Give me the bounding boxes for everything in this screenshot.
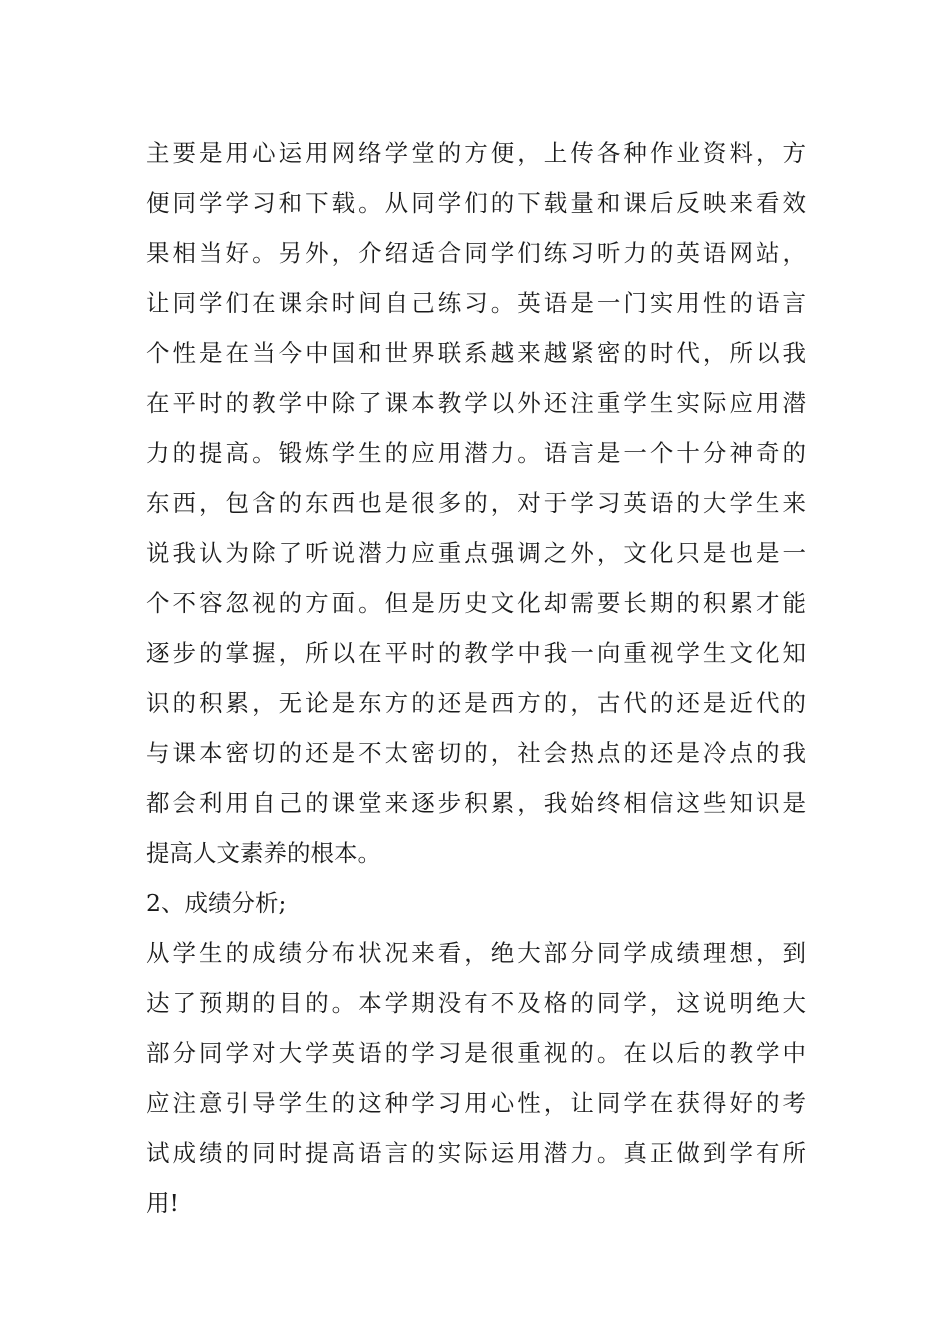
paragraph-1-line-9: 说我认为除了听说潜力应重点强调之外，文化只是也是一 [146, 539, 806, 567]
paragraph-1-line-11: 逐步的掌握，所以在平时的教学中我一向重视学生文化知 [146, 639, 806, 667]
paragraph-1-line-10: 个不容忽视的方面。但是历史文化却需要长期的积累才能 [146, 589, 806, 617]
paragraph-1-line-6: 在平时的教学中除了课本教学以外还注重学生实际应用潜 [146, 389, 806, 417]
paragraph-1-line-3: 果相当好。另外，介绍适合同学们练习听力的英语网站， [146, 239, 806, 267]
document-body [146, 128, 806, 1228]
paragraph-1-line-1: 主要是用心运用网络学堂的方便，上传各种作业资料，方 [146, 139, 806, 167]
paragraph-1-line-7: 力的提高。锻炼学生的应用潜力。语言是一个十分神奇的 [146, 439, 806, 467]
paragraph-3-line-5: 试成绩的同时提高语言的实际运用潜力。真正做到学有所 [146, 1139, 806, 1167]
paragraph-3-line-6: 用! [146, 1189, 179, 1217]
section-heading: 2、成绩分析; [146, 889, 287, 917]
paragraph-3-line-4: 应注意引导学生的这种学习用心性，让同学在获得好的考 [146, 1089, 806, 1117]
paragraph-1-line-5: 个性是在当今中国和世界联系越来越紧密的时代，所以我 [146, 339, 806, 367]
paragraph-1-line-14: 都会利用自己的课堂来逐步积累，我始终相信这些知识是 [146, 789, 806, 817]
paragraph-3-line-1: 从学生的成绩分布状况来看，绝大部分同学成绩理想，到 [146, 939, 806, 967]
paragraph-1-line-2: 便同学学习和下载。从同学们的下载量和课后反映来看效 [146, 189, 806, 217]
paragraph-1-line-12: 识的积累，无论是东方的还是西方的，古代的还是近代的 [146, 689, 806, 717]
paragraph-3-line-3: 部分同学对大学英语的学习是很重视的。在以后的教学中 [146, 1039, 806, 1067]
paragraph-1-line-15: 提高人文素养的根本。 [146, 839, 381, 867]
paragraph-3-line-2: 达了预期的目的。本学期没有不及格的同学，这说明绝大 [146, 989, 806, 1017]
paragraph-1-line-8: 东西，包含的东西也是很多的，对于学习英语的大学生来 [146, 489, 806, 517]
paragraph-1-line-13: 与课本密切的还是不太密切的，社会热点的还是冷点的我 [146, 739, 806, 767]
paragraph-1-line-4: 让同学们在课余时间自己练习。英语是一门实用性的语言 [146, 289, 806, 317]
